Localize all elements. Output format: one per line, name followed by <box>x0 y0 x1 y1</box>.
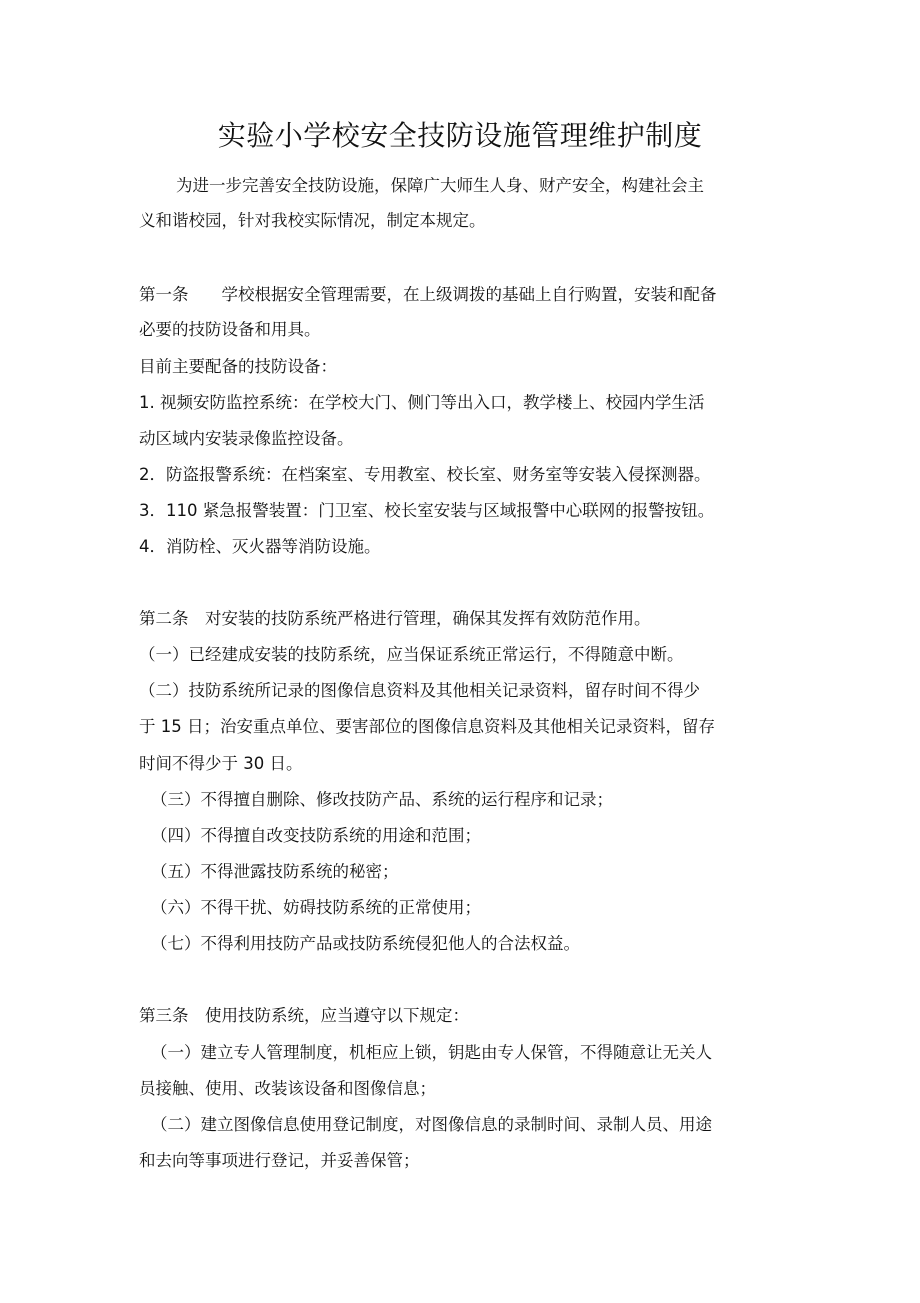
article2-line-1: 第二条 对安装的技防系统严格进行管理，确保其发挥有效防范作用。 <box>139 609 651 628</box>
article3-line-3: 员接触、使用、改装该设备和图像信息； <box>139 1079 436 1098</box>
article1-line-2: 必要的技防设备和用具。 <box>139 320 321 339</box>
article1-line-7: 3．110 紧急报警装置：门卫室、校长室安装与区域报警中心联网的报警按钮。 <box>139 501 715 520</box>
document-title: 实验小学校安全技防设施管理维护制度 <box>217 119 703 152</box>
article2-line-3: （二）技防系统所记录的图像信息资料及其他相关记录资料，留存时间不得少 <box>139 681 700 700</box>
intro-line-2: 义和谐校园，针对我校实际情况，制定本规定。 <box>139 211 486 230</box>
article2-line-9: （六）不得干扰、妨碍技防系统的正常使用； <box>151 898 481 917</box>
article3-line-1: 第三条 使用技防系统，应当遵守以下规定： <box>139 1006 469 1025</box>
article3-line-2: （一）建立专人管理制度，机柜应上锁，钥匙由专人保管，不得随意让无关人 <box>151 1043 712 1062</box>
article1-line-8: 4．消防栓、灭火器等消防设施。 <box>139 537 381 556</box>
article2-line-8: （五）不得泄露技防系统的秘密； <box>151 862 399 881</box>
article2-line-6: （三）不得擅自删除、修改技防产品、系统的运行程序和记录； <box>151 790 613 809</box>
article2-line-7: （四）不得擅自改变技防系统的用途和范围； <box>151 826 481 845</box>
article2-line-2: （一）已经建成安装的技防系统，应当保证系统正常运行，不得随意中断。 <box>139 645 684 664</box>
article2-line-5: 时间不得少于 30 日。 <box>139 754 303 773</box>
article1-line-5: 动区域内安装录像监控设备。 <box>139 429 354 448</box>
article1-line-4: 1. 视频安防监控系统：在学校大门、侧门等出入口，教学楼上、校园内学生活 <box>139 393 705 412</box>
intro-line-1: 为进一步完善安全技防设施，保障广大师生人身、财产安全，构建社会主 <box>176 176 704 195</box>
article3-line-5: 和去向等事项进行登记，并妥善保管； <box>139 1151 420 1170</box>
article1-line-1: 第一条 学校根据安全管理需要，在上级调拨的基础上自行购置，安装和配备 <box>139 285 717 304</box>
article1-line-3: 目前主要配备的技防设备： <box>139 357 337 376</box>
article3-line-4: （二）建立图像信息使用登记制度，对图像信息的录制时间、录制人员、用途 <box>151 1115 712 1134</box>
article2-line-4: 于 15 日；治安重点单位、要害部位的图像信息资料及其他相关记录资料，留存 <box>139 717 715 736</box>
article1-line-6: 2．防盗报警系统：在档案室、专用教室、校长室、财务室等安装入侵探测器。 <box>139 465 711 484</box>
article2-line-10: （七）不得利用技防产品或技防系统侵犯他人的合法权益。 <box>151 934 580 953</box>
